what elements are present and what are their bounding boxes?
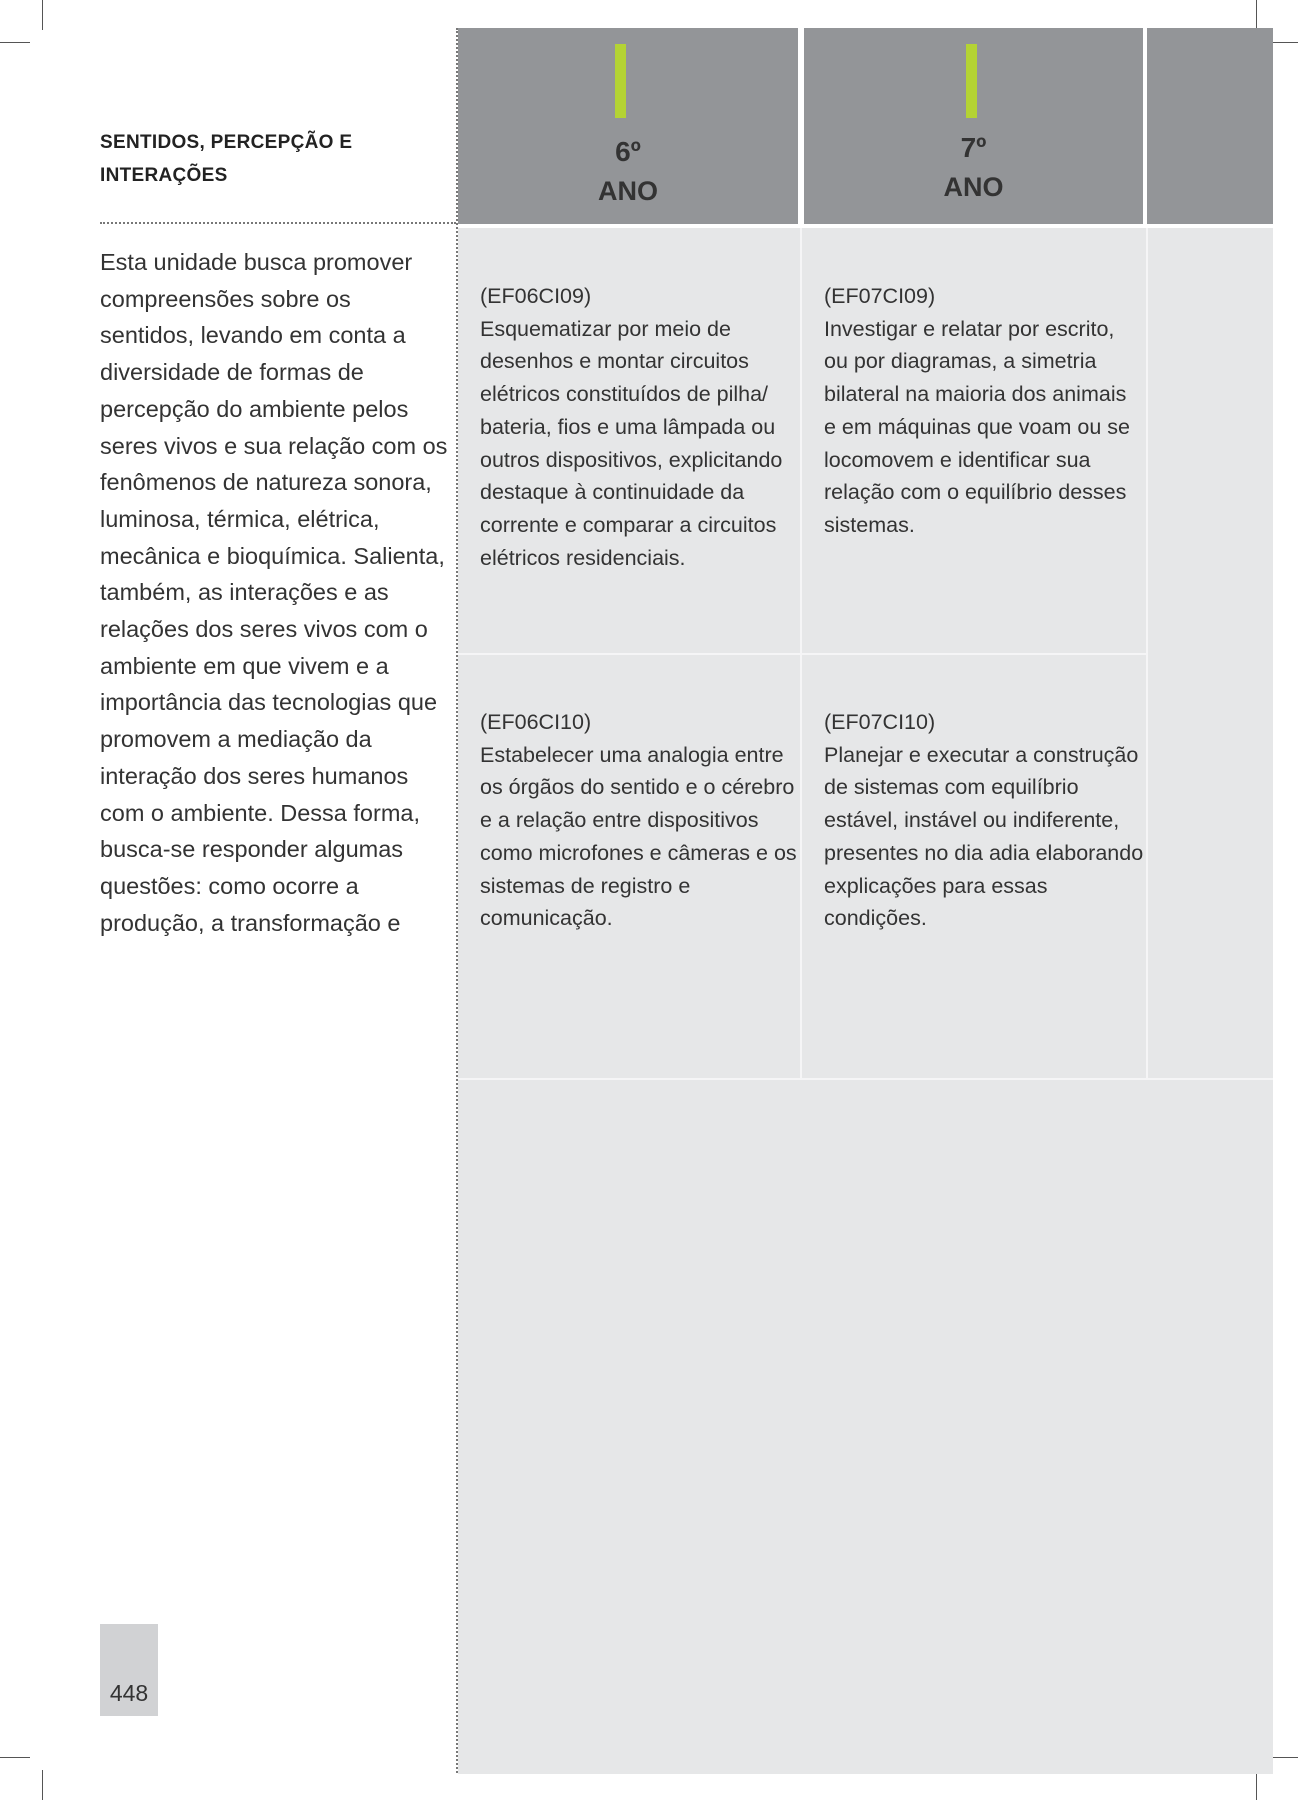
- crop-mark: [0, 42, 30, 43]
- skill-code: (EF07CI09): [824, 284, 936, 308]
- table-cell: [824, 280, 1144, 542]
- accent-bar: [615, 44, 626, 118]
- table-row-line: [458, 1078, 1273, 1080]
- page-number: 448: [109, 1680, 149, 1706]
- skill-description: Investigar e relatar por escrito, ou por diagramas, a simetria bilateral na maioria dos animais e em máquinas que voam ou se locomovem e identificar sua relação com o equilíbrio desses sistemas.: [824, 316, 1130, 537]
- header-6-ano: [458, 28, 798, 224]
- skill-code: (EF07CI10): [824, 710, 936, 734]
- skill-code: (EF06CI09): [480, 284, 592, 308]
- crop-mark: [1256, 0, 1257, 30]
- crop-mark: [1256, 1770, 1257, 1800]
- crop-mark: [0, 1757, 30, 1758]
- skill-code: (EF06CI10): [480, 710, 592, 734]
- table-row-line: [458, 653, 1146, 655]
- skill-description: Esquematizar por meio de desenhos e montar circuitos elétricos constituídos de pilha/ bateria, fios e uma lâmpada ou outros dispositivos, explicitando destaque à continuidade da corrente e comparar a circuitos elétricos residenciais.: [480, 316, 783, 570]
- table-cell: [480, 280, 800, 574]
- header-grade: 7º: [960, 132, 987, 163]
- accent-bar: [966, 44, 977, 118]
- table-cell: [480, 706, 800, 935]
- title-divider: [100, 222, 456, 224]
- skill-description: Planejar e executar a construção de sistemas com equilíbrio estável, instável ou indiferente, presentes no dia adia elaborando explicações para essas condições.: [824, 742, 1144, 931]
- table-column-line: [1146, 228, 1148, 1080]
- crop-mark: [42, 0, 43, 30]
- header-grade: 6º: [615, 136, 641, 167]
- section-title: SENTIDOS, PERCEPÇÃO E INTERAÇÕES: [100, 132, 353, 186]
- header-7-ano: [804, 28, 1143, 224]
- header-ano: ANO: [943, 172, 1004, 202]
- header-ano: ANO: [598, 176, 658, 206]
- skill-description: Estabelecer uma analogia entre os órgãos do sentido e o cérebro e a relação entre dispositivos como microfones e câmeras e os sistemas de registro e comunicação.: [480, 742, 797, 931]
- intro-paragraph: Esta unidade busca promover compreensões sobre os sentidos, levando em conta a diversidade de formas de percepção do ambiente pelos seres vivos e sua relação com os fenômenos de natureza sonora, luminosa, térmica, elétrica, mecânica e bioquímica. Salienta, também, as interações e as relações dos seres vivos com o ambiente em que vivem e a importância das tecnologias que promovem a mediação da interação dos seres humanos com o ambiente. Dessa forma, busca-se responder algumas questões: como ocorre a produção, a transformação e: [100, 249, 448, 936]
- crop-mark: [42, 1770, 43, 1800]
- header-empty: [1147, 28, 1273, 224]
- table-cell: [824, 706, 1144, 935]
